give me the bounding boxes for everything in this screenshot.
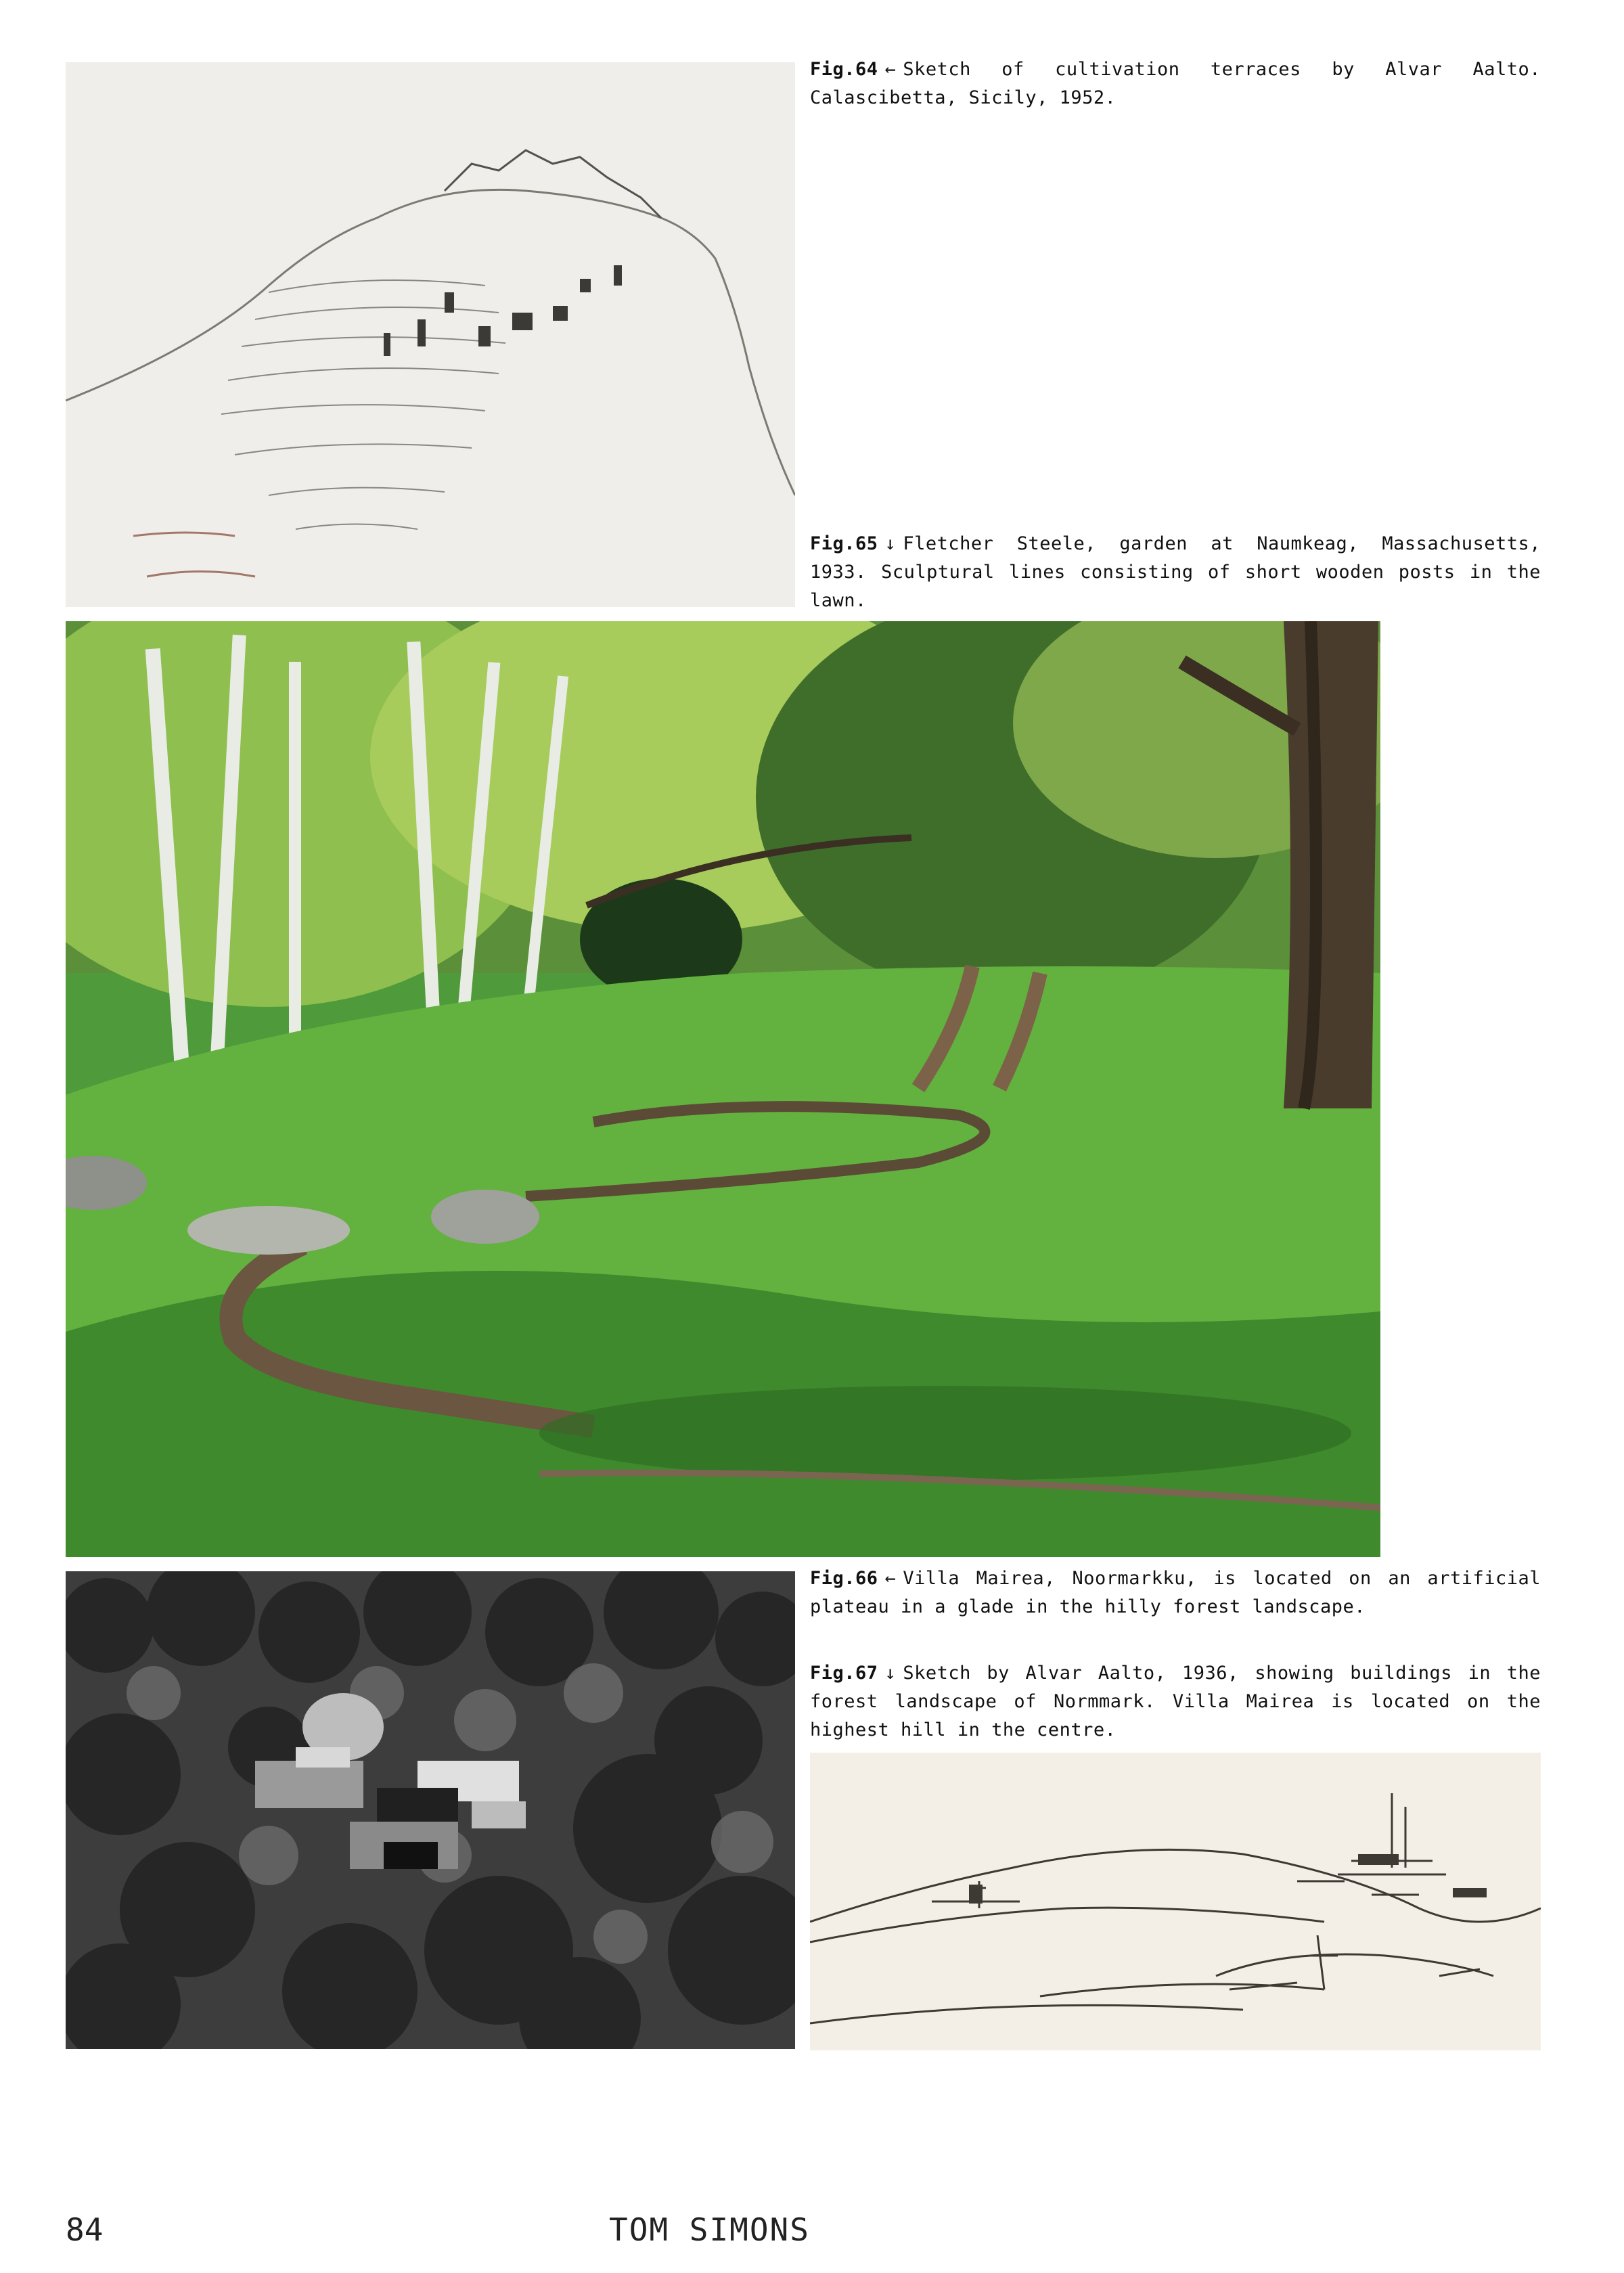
caption-fig65 [810,530,1541,615]
fig-number: Fig.66 [810,1568,878,1589]
caption-fig67 [810,1659,1541,1745]
caption-text: Sketch by Alvar Aalto, 1936, showing buildings in the forest landscape of Normmark. Villa Mairea is located on the highest hill in the centre. [810,1663,1541,1740]
caption-fig64 [810,55,1541,112]
page-number: 84 [66,2211,104,2248]
left-arrow-icon: ← [884,1568,897,1589]
caption-text: Sketch of cultivation terraces by Alvar Aalto. Calascibetta, Sicily, 1952. [810,59,1541,108]
fig-number: Fig.67 [810,1663,878,1684]
fig64-terrace-sketch [66,62,795,607]
down-arrow-icon: ↓ [884,1663,897,1684]
left-arrow-icon: ← [884,59,897,80]
fig66-villa-mairea-aerial-photo [66,1571,795,2049]
fig-number: Fig.64 [810,59,878,80]
author-name: TOM SIMONS [609,2211,810,2248]
fig-number: Fig.65 [810,533,878,554]
caption-fig66 [810,1565,1541,1621]
caption-text: Villa Mairea, Noormarkku, is located on an artificial plateau in a glade in the hilly forest landscape. [810,1568,1541,1617]
down-arrow-icon: ↓ [884,533,897,554]
fig67-normmark-sketch [810,1753,1541,2050]
fig65-naumkeag-garden-photo [66,621,1380,1557]
caption-text: Fletcher Steele, garden at Naumkeag, Massachusetts, 1933. Sculptural lines consisting of short wooden posts in the lawn. [810,533,1541,611]
